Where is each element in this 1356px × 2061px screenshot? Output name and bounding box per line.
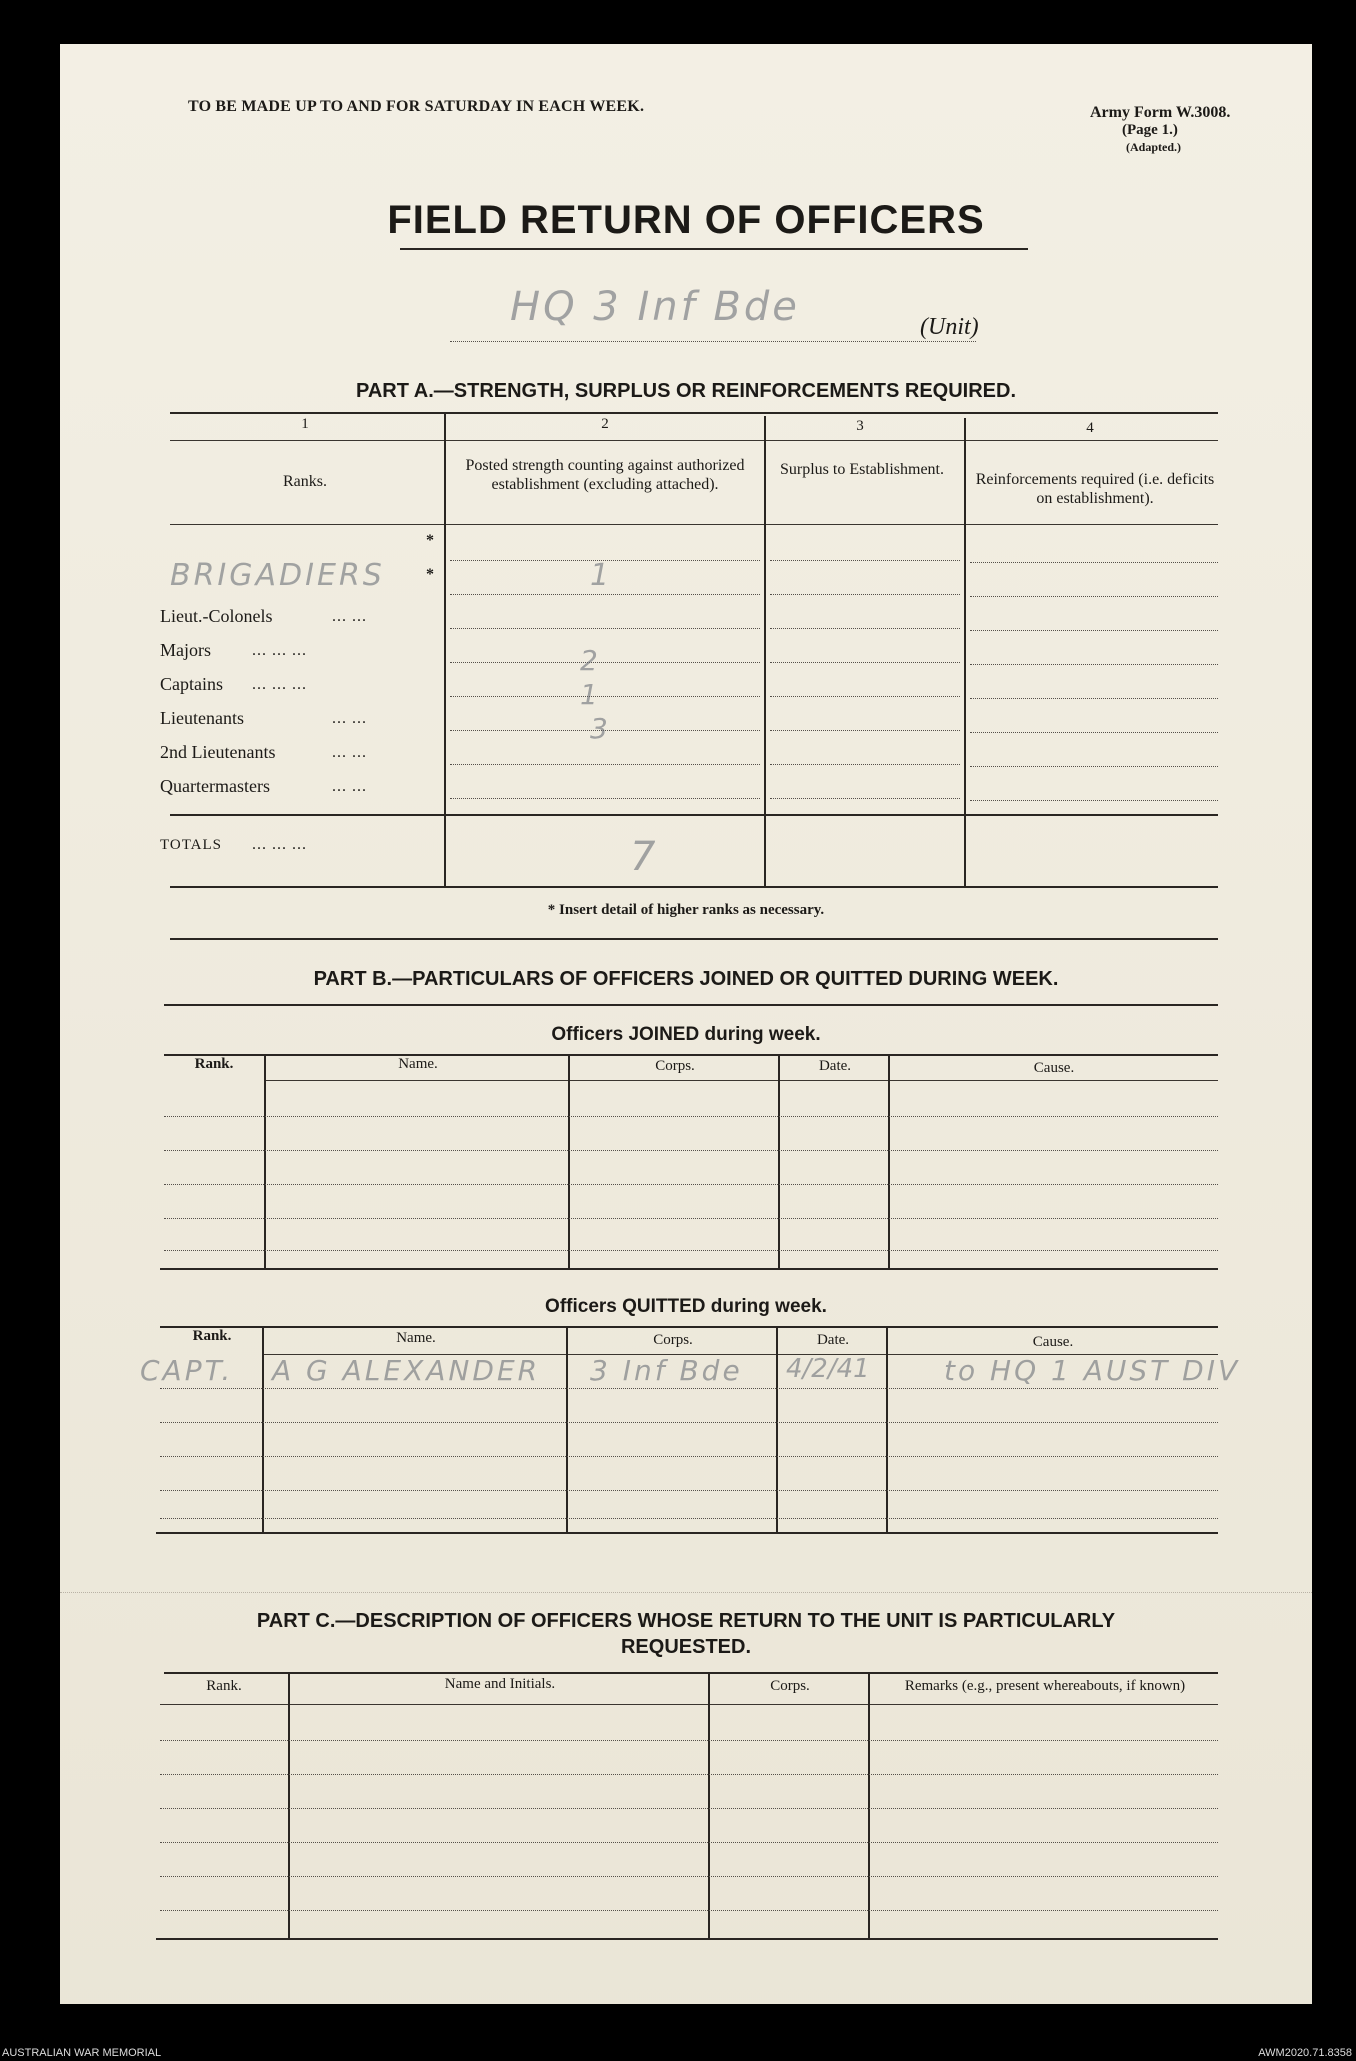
rank-label: Majors <box>160 640 211 660</box>
joined-col-divider <box>778 1054 780 1268</box>
joined-dotted-row <box>164 1150 1218 1151</box>
quitted-col-cause: Cause. <box>1032 1334 1074 1350</box>
part-c-dotted-row <box>160 1774 1218 1775</box>
quitted-entry-name: A G ALEXANDER <box>272 1354 541 1387</box>
joined-col-name: Name. <box>398 1056 438 1072</box>
part-a-footnote: * Insert detail of higher ranks as necessary. <box>547 902 825 918</box>
dotted-row-line <box>970 562 1218 563</box>
col-number-2: 2 <box>601 416 609 432</box>
part-b-top-rule <box>164 1004 1218 1006</box>
part-c-col-corps: Corps. <box>770 1678 810 1694</box>
unit-label: (Unit) <box>920 314 979 340</box>
page-title: FIELD RETURN OF OFFICERS <box>387 198 985 242</box>
part-c-col-divider <box>288 1672 290 1938</box>
part-c-header-rule <box>160 1704 1218 1705</box>
joined-col-date: Date. <box>818 1058 852 1074</box>
part-c-dotted-row <box>160 1842 1218 1843</box>
rank-label: Lieut.-Colonels <box>160 606 273 626</box>
part-c-bottom-rule <box>156 1938 1218 1940</box>
joined-header-rule <box>266 1080 1218 1081</box>
part-a-end-rule <box>170 938 1218 940</box>
dotted-row-line <box>450 696 760 697</box>
rank-row-captains <box>160 674 444 695</box>
quitted-col-divider <box>886 1326 888 1532</box>
quitted-col-name: Name. <box>396 1330 436 1346</box>
dotted-row-line <box>450 662 760 663</box>
brigadiers-posted-value: 1 <box>590 558 613 593</box>
joined-col-divider <box>568 1054 570 1268</box>
dotted-row-line <box>450 798 760 799</box>
rank-label: Quartermasters <box>160 776 270 796</box>
part-c-dotted-row <box>160 1808 1218 1809</box>
joined-col-divider <box>888 1054 890 1268</box>
header-surplus: Surplus to Establishment. <box>780 461 944 478</box>
col-number-1: 1 <box>301 416 309 432</box>
unit-handwritten: HQ 3 Inf Bde <box>510 284 800 330</box>
rank-row-quartermasters <box>160 776 444 797</box>
quitted-dotted-row <box>160 1388 1218 1389</box>
adapted-note: (Adapted.) <box>1126 140 1182 154</box>
footer-accession-number: AWM2020.71.8358 <box>1258 2047 1352 2059</box>
weekly-instruction: TO BE MADE UP TO AND FOR SATURDAY IN EACH WEEK. <box>188 98 645 115</box>
part-c-col-divider <box>708 1672 710 1938</box>
totals-top-rule <box>170 814 1218 816</box>
joined-table-bottom-rule <box>160 1268 1218 1270</box>
part-a-col-divider-3 <box>964 418 966 888</box>
posted-captains: 1 <box>580 678 601 711</box>
quitted-dotted-row <box>160 1490 1218 1491</box>
joined-col-divider <box>264 1054 266 1268</box>
col-number-3: 3 <box>856 418 864 434</box>
star-marker-2: * <box>426 566 434 583</box>
dotted-row-line <box>770 730 960 731</box>
part-c-title-line2: REQUESTED. <box>620 1636 752 1658</box>
dotted-row-line <box>450 560 760 561</box>
quitted-dotted-row <box>160 1518 1218 1519</box>
quitted-table-bottom-rule <box>156 1532 1218 1534</box>
part-a-col-divider-2 <box>764 416 766 888</box>
dotted-row-line <box>970 596 1218 597</box>
star-marker-1: * <box>426 532 434 549</box>
leader-dots: ... ... <box>332 710 367 727</box>
rank-label: Lieutenants <box>160 708 244 728</box>
part-c-dotted-row <box>160 1740 1218 1741</box>
header-reinforcements: Reinforcements required (i.e. deficits on establishment). <box>975 471 1215 507</box>
leader-dots: ... ... <box>332 608 367 625</box>
joined-dotted-row <box>164 1250 1218 1251</box>
quitted-col-divider <box>566 1326 568 1532</box>
quitted-col-corps: Corps. <box>653 1332 693 1348</box>
dotted-row-line <box>970 664 1218 665</box>
joined-dotted-row <box>164 1116 1218 1117</box>
part-c-dotted-row <box>160 1876 1218 1877</box>
dotted-row-line <box>970 766 1218 767</box>
quitted-col-divider <box>776 1326 778 1532</box>
joined-col-cause: Cause. <box>1033 1060 1075 1076</box>
leader-dots: ... ... ... <box>252 676 307 693</box>
part-c-dotted-row <box>160 1910 1218 1911</box>
part-b-title: PART B.—PARTICULARS OF OFFICERS JOINED OR QUITTED DURING WEEK. <box>313 968 1059 990</box>
joined-table-title: Officers JOINED during week. <box>551 1024 821 1045</box>
leader-dots: ... ... <box>332 744 367 761</box>
totals-bottom-rule <box>170 886 1218 888</box>
part-c-col-name: Name and Initials. <box>444 1676 556 1692</box>
joined-dotted-row <box>164 1218 1218 1219</box>
posted-lieutenants: 3 <box>590 712 611 745</box>
quitted-col-divider <box>262 1326 264 1532</box>
title-underline <box>400 248 1028 250</box>
dotted-row-line <box>970 630 1218 631</box>
rank-row-lieutenants <box>160 708 444 729</box>
part-c-top-rule <box>164 1672 1218 1674</box>
quitted-col-rank: Rank. <box>192 1328 232 1344</box>
footer-archive-name: AUSTRALIAN WAR MEMORIAL <box>2 2047 162 2059</box>
dotted-row-line <box>450 764 760 765</box>
joined-col-rank: Rank. <box>194 1056 234 1072</box>
part-a-title: PART A.—STRENGTH, SURPLUS OR REINFORCEMENTS REQUIRED. <box>355 380 1017 402</box>
quitted-entry-date: 4/2/41 <box>786 1354 870 1384</box>
dotted-row-line <box>770 764 960 765</box>
quitted-entry-rank: CAPT. <box>140 1354 234 1387</box>
quitted-entry-cause: to HQ 1 AUST DIV <box>944 1354 1241 1387</box>
leader-dots: ... ... ... <box>252 836 307 853</box>
header-bottom-rule <box>170 524 1218 525</box>
posted-majors: 2 <box>580 644 601 677</box>
rank-label: 2nd Lieutenants <box>160 742 276 762</box>
totals-label: TOTALS <box>160 837 223 853</box>
col-number-rule <box>170 440 1218 441</box>
part-c-col-divider <box>868 1672 870 1938</box>
quitted-entry-corps: 3 Inf Bde <box>590 1354 743 1387</box>
header-ranks: Ranks. <box>283 473 327 490</box>
unit-dotted-line <box>450 341 976 342</box>
dotted-row-line <box>450 628 760 629</box>
header-posted-strength: Posted strength counting against authorized establishment (excluding attached). <box>465 457 745 493</box>
form-sheet <box>60 44 1312 2004</box>
dotted-row-line <box>770 560 960 561</box>
totals-value: 7 <box>630 834 659 880</box>
rank-row-lieut-colonels <box>160 606 444 627</box>
dotted-row-line <box>970 732 1218 733</box>
quitted-table-top-rule <box>160 1326 1218 1328</box>
totals-row <box>160 836 444 854</box>
joined-col-corps: Corps. <box>655 1058 695 1074</box>
part-a-top-rule <box>170 412 1218 414</box>
handwritten-brigadiers: BRIGADIERS <box>170 558 385 593</box>
dotted-row-line <box>770 696 960 697</box>
dotted-row-line <box>970 698 1218 699</box>
part-c-col-rank: Rank. <box>206 1678 242 1694</box>
dotted-row-line <box>450 594 760 595</box>
rank-row-2nd-lieutenants <box>160 742 444 763</box>
dotted-row-line <box>770 798 960 799</box>
dotted-row-line <box>770 662 960 663</box>
joined-dotted-row <box>164 1184 1218 1185</box>
fold-line <box>60 1592 1312 1593</box>
quitted-dotted-row <box>160 1456 1218 1457</box>
quitted-table-title: Officers QUITTED during week. <box>545 1296 827 1317</box>
form-number: Army Form W.3008. <box>1090 104 1231 121</box>
dotted-row-line <box>770 628 960 629</box>
dotted-row-line <box>770 594 960 595</box>
part-c-title-line1: PART C.—DESCRIPTION OF OFFICERS WHOSE RETURN TO THE UNIT IS PARTICULARLY <box>256 1610 1116 1632</box>
quitted-col-date: Date. <box>816 1332 850 1348</box>
part-c-col-remarks: Remarks (e.g., present whereabouts, if known) <box>904 1678 1186 1694</box>
dotted-row-line <box>970 800 1218 801</box>
rank-row-majors <box>160 640 444 661</box>
rank-label: Captains <box>160 674 223 694</box>
page-number: (Page 1.) <box>1122 122 1178 138</box>
col-number-4: 4 <box>1086 420 1094 436</box>
leader-dots: ... ... ... <box>252 642 307 659</box>
quitted-dotted-row <box>160 1422 1218 1423</box>
leader-dots: ... ... <box>332 778 367 795</box>
